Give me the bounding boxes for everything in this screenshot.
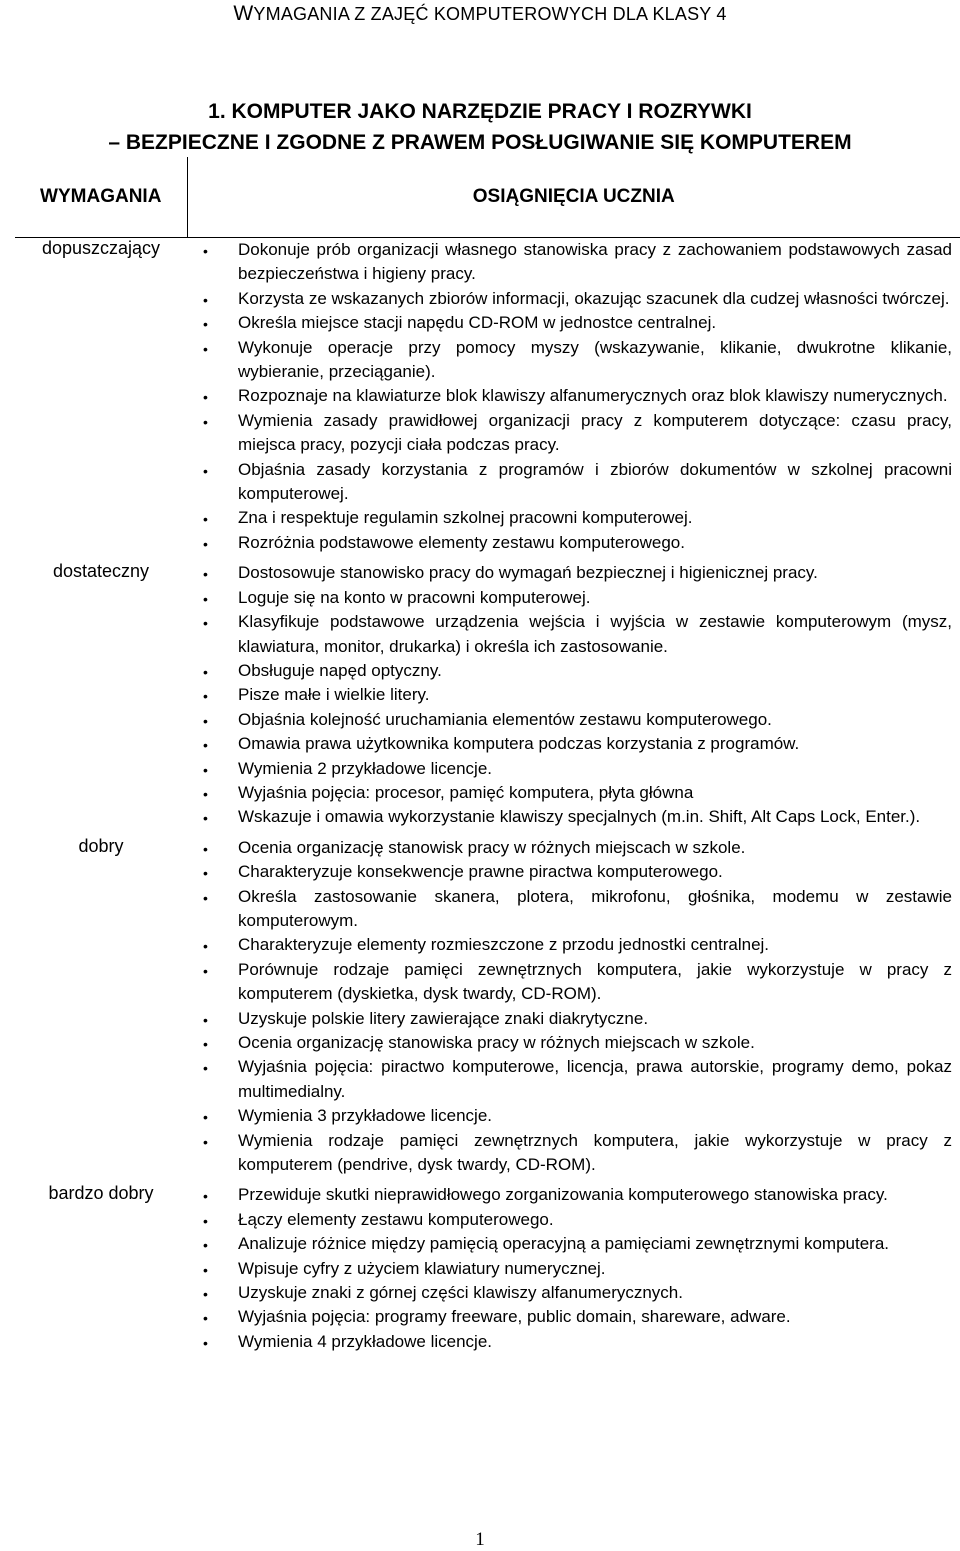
bullet-icon: • [203,389,208,406]
achievements-cell [187,238,960,562]
header-text: YMAGANIA Z ZAJĘĆ KOMPUTEROWYCH DLA KLASY 4 [253,4,727,24]
list-item-text: Wyjaśnia pojęcia: procesor, pamięć komputera, płyta główna [238,782,694,802]
grade-level: dopuszczający [41,238,161,258]
list-item [187,531,960,555]
list-item [187,1208,960,1232]
list-item-text: Wymienia 2 przykładowe licencje. [238,758,493,778]
section-title-line-1: 1. KOMPUTER JAKO NARZĘDZIE PRACY I ROZRYWKI [208,100,752,123]
list-item-text: Ocenia organizację stanowiska pracy w różnych miejscach w szkole. [238,1033,755,1052]
bullet-icon: • [203,316,208,333]
bullet-icon: • [203,962,208,979]
list-item [187,1183,960,1207]
bullet-icon: • [203,243,208,259]
list-item-text: Charakteryzuje elementy rozmieszczone z przodu jednostki centralnej. [238,935,770,955]
bullet-icon: • [203,1310,208,1327]
requirement-row [15,238,960,562]
list-item-text: Dokonuje prób organizacji własnego stanowiska pracy z zachowaniem podstawowych zasad bezpieczeństwa i higieny pracy. [238,240,952,284]
list-item-text: Objaśnia kolejność uruchamiania elementów zestawu komputerowego. [238,709,772,729]
achievement-list [187,561,960,835]
list-item-text: Korzysta ze wskazanych zbiorów informacji, okazując szacunek dla cudzej własności twórczej. [238,288,950,308]
list-item-text: Rozpoznaje na klawiaturze blok klawiszy alfanumerycznych oraz blok klawiszy numerycznych. [238,386,948,406]
bullet-icon: • [203,615,208,632]
list-item-text: Porównuje rodzaje pamięci zewnętrznych komputera, jakie wykorzystuje w pracy z komputerem (dyskietka, dysk twardy, CD-ROM). [238,959,952,1004]
achievements-cell [187,836,960,1184]
bullet-icon: • [203,590,208,607]
bullet-icon: • [203,566,208,583]
bullet-icon: • [203,840,208,857]
list-item [187,659,960,683]
list-item-text: Uzyskuje polskie litery zawierające znaki diakrytyczne. [238,1008,649,1028]
achievement-list [187,238,960,561]
bullet-icon: • [203,413,208,430]
list-item [187,1305,960,1329]
bullet-icon: • [203,761,208,778]
list-item-text: Charakteryzuje konsekwencje prawne piractwa komputerowego. [238,862,723,882]
list-item [187,458,960,507]
list-item-text: Dostosowuje stanowisko pracy do wymagań bezpiecznej i higienicznej pracy. [238,563,818,583]
bullet-icon: • [203,737,208,754]
achievement-list [187,1183,960,1360]
grade-level: bardzo dobry [48,1183,154,1204]
list-item-text: Analizuje różnice między pamięcią operacyjną a pamięciami zewnętrznymi komputera. [238,1234,890,1254]
list-item-text: Objaśnia zasady korzystania z programów i zbiorów dokumentów w szkolnej pracowni komputerowej. [238,459,952,504]
list-item-text: Przewiduje skutki nieprawidłowego zorganizowania komputerowego stanowiska pracy. [238,1185,888,1205]
list-item-text: Określa miejsce stacji napędu CD-ROM w jednostce centralnej. [238,313,717,333]
bullet-icon: • [203,1011,208,1028]
list-item-text: Wyjaśnia pojęcia: programy freeware, public domain, shareware, adware. [238,1307,791,1327]
bullet-icon: • [203,1261,208,1278]
bullet-icon: • [203,785,208,802]
list-item [187,311,960,335]
list-item [187,336,960,385]
list-item [187,1129,960,1178]
section-title-line-2: – BEZPIECZNE I ZGODNE Z PRAWEM POSŁUGIWANIE SIĘ KOMPUTEREM [108,131,852,154]
achievement-list [187,836,960,1184]
section-title [0,96,960,158]
list-item [187,1281,960,1305]
grade-level: dostateczny [52,561,150,582]
bullet-icon: • [203,889,208,906]
list-item-text: Uzyskuje znaki z górnej części klawiszy alfanumerycznych. [238,1283,683,1303]
list-item-text: Wymienia 4 przykładowe licencje. [238,1331,493,1351]
list-item [187,885,960,934]
list-item [187,933,960,957]
list-item [187,708,960,732]
list-item [187,757,960,781]
header-initial: W [233,2,254,25]
list-item [187,1104,960,1128]
bullet-icon: • [203,1133,208,1150]
page-header [0,2,960,26]
list-item-text: Określa zastosowanie skanera, plotera, mikrofonu, głośnika, modemu w zestawie komputerowym. [238,886,952,930]
bullet-icon: • [203,663,208,680]
bullet-icon: • [203,1188,208,1205]
bullet-icon: • [203,1286,208,1303]
bullet-icon: • [203,340,208,357]
bullet-icon: • [203,462,208,479]
bullet-icon: • [203,291,208,308]
list-item-text: Pisze małe i wielkie litery. [238,685,430,705]
column-header-requirements: WYMAGANIA [15,157,187,238]
list-item [187,860,960,884]
list-item-text: Loguje się na konto w pracowni komputerowej. [238,587,591,607]
list-item [187,781,960,805]
list-item-text: Wymienia 3 przykładowe licencje. [238,1106,493,1126]
bullet-icon: • [203,938,208,955]
list-item [187,586,960,610]
list-item [187,384,960,408]
list-item [187,805,960,829]
list-item-text: Zna i respektuje regulamin szkolnej pracowni komputerowej. [238,508,693,528]
list-item [187,1257,960,1281]
list-item-text: Obsługuje napęd optyczny. [238,660,442,680]
bullet-icon: • [203,1237,208,1254]
requirements-table [15,157,960,1360]
list-item [187,287,960,311]
list-item [187,1232,960,1256]
list-item [187,1055,960,1104]
list-item [187,238,960,287]
bullet-icon: • [203,712,208,729]
requirement-row [15,836,960,1184]
list-item [187,836,960,860]
list-item [187,1031,960,1055]
column-header-achievements: OSIĄGNIĘCIA UCZNIA [187,157,960,238]
bullet-icon: • [203,1036,208,1052]
list-item-text: Wymienia zasady prawidłowej organizacji pracy z komputerem dotyczące: czasu pracy, miejsca pracy, pozycji ciała podczas pracy. [238,410,952,455]
bullet-icon: • [203,535,208,552]
bullet-icon: • [203,1060,208,1077]
bullet-icon: • [203,865,208,882]
list-item-text: Wskazuje i omawia wykorzystanie klawiszy specjalnych (m.in. Shift, Alt Caps Lock, Enter.). [238,807,921,827]
list-item-text: Rozróżnia podstawowe elementy zestawu komputerowego. [238,532,685,552]
list-item-text: Wymienia rodzaje pamięci zewnętrznych komputera, jakie wykorzystuje w pracy z komputerem (pendrive, dysk twardy, CD-ROM). [238,1130,952,1175]
list-item-text: Ocenia organizację stanowisk pracy w różnych miejscach w szkole. [238,837,746,857]
achievements-cell [187,561,960,835]
list-item [187,561,960,585]
achievements-cell [187,1183,960,1360]
list-item-text: Wyjaśnia pojęcia: piractwo komputerowe, licencja, prawa autorskie, programy demo, pokaz multimedialny. [238,1057,952,1101]
list-item-text: Wpisuje cyfry z użyciem klawiatury numerycznej. [238,1258,606,1278]
list-item-text: Omawia prawa użytkownika komputera podczas korzystania z programów. [238,734,800,754]
bullet-icon: • [203,810,208,827]
list-item-text: Klasyfikuje podstawowe urządzenia wejścia i wyjścia w zestawie komputerowym (mysz, klawiatura, monitor, drukarka) i określa ich zastosowanie. [238,612,952,656]
list-item-text: Łączy elementy zestawu komputerowego. [238,1209,554,1229]
list-item [187,958,960,1007]
bullet-icon: • [203,1334,208,1351]
list-item [187,1007,960,1031]
bullet-icon: • [203,688,208,705]
bullet-icon: • [203,1212,208,1229]
grade-level: dobry [78,835,124,856]
requirement-row [15,1183,960,1360]
list-item-text: Wykonuje operacje przy pomocy myszy (wskazywanie, klikanie, dwukrotne klikanie, wybieranie, przeciąganie). [238,337,952,382]
list-item [187,506,960,530]
page-number: 1 [475,1529,485,1550]
bullet-icon: • [203,511,208,528]
list-item [187,1330,960,1354]
requirement-row [15,561,960,835]
list-item [187,732,960,756]
bullet-icon: • [203,1109,208,1126]
list-item [187,409,960,458]
list-item [187,610,960,659]
list-item [187,683,960,707]
